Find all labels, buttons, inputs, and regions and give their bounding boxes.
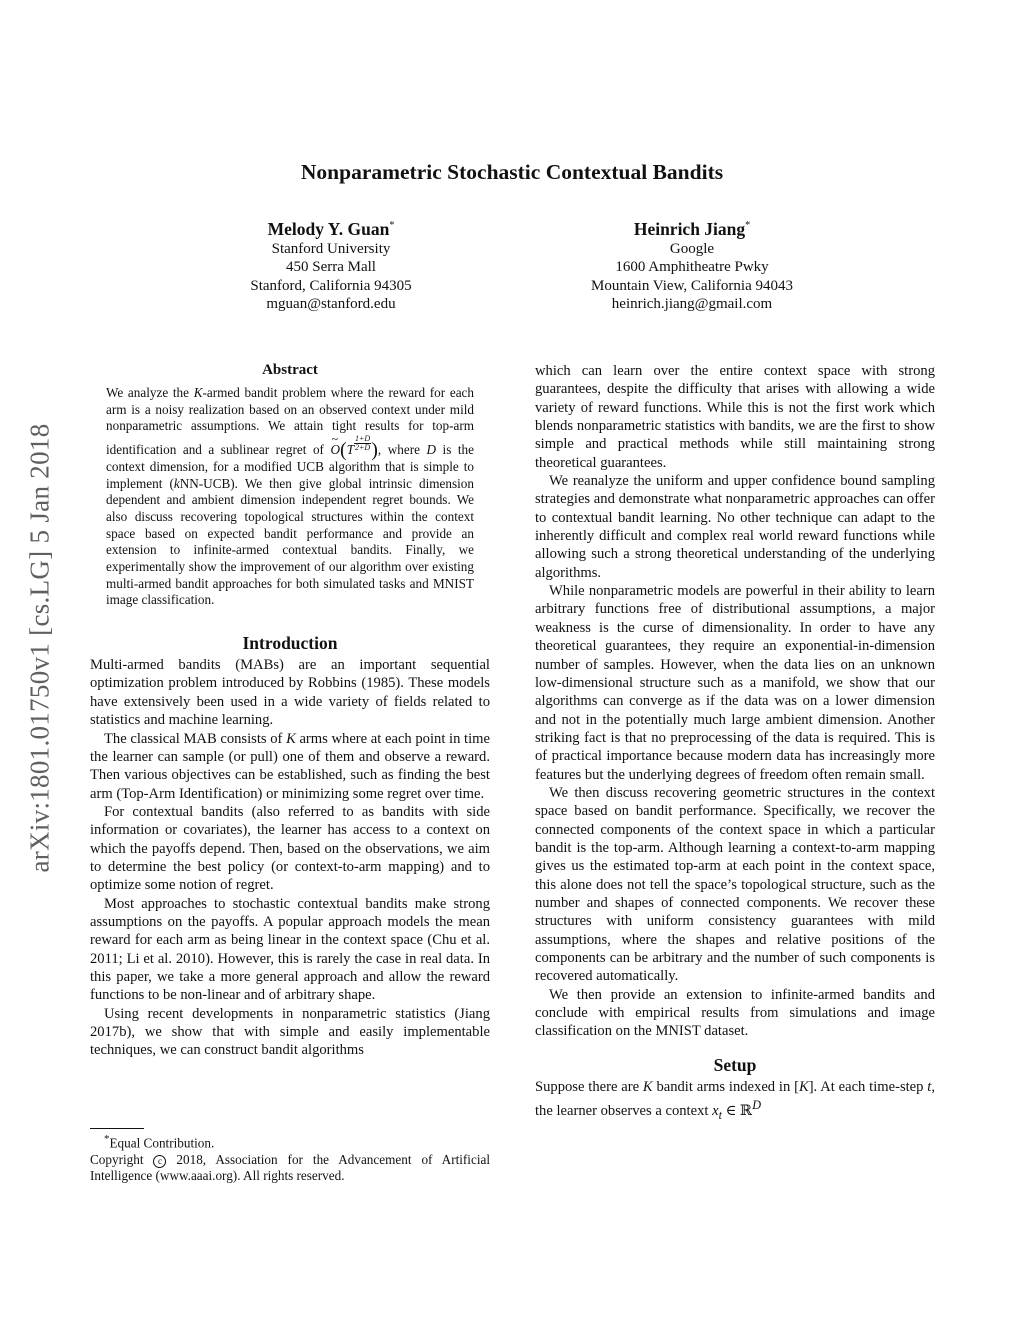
author-city: Stanford, California 94305 xyxy=(250,277,412,294)
author-name: Heinrich Jiang* xyxy=(633,218,751,239)
equal-contribution-note: *Equal Contribution. xyxy=(104,1133,215,1151)
regret-formula: ~ O(T $\frac{1+D}{2+D}$ ) xyxy=(330,442,377,457)
author-street: 450 Serra Mall xyxy=(286,259,376,276)
left-column xyxy=(90,362,490,1060)
author-email: heinrich.jiang@gmail.com xyxy=(611,296,773,313)
author-block-1 xyxy=(151,215,511,314)
introduction-heading: Introduction xyxy=(242,633,338,654)
intro-paragraph: Using recent developments in nonparametric statistics (Jiang 2017b), we show that with simple and easily implementable techniques, we can construct bandit algorithms xyxy=(90,1005,490,1059)
intro-paragraph: We reanalyze the uniform and upper confidence bound sampling strategies and demonstrate what nonparametric approaches can offer to contextual bandit learning. No other technique can adapt to the inherently difficult and complex real world reward functions while allowing such a strong theoretical understanding of the underlying algorithms. xyxy=(535,473,935,581)
intro-paragraph: The classical MAB consists of K arms where at each point in time the learner can sample (or pull) one of them and observe a reward. Then various objectives can be established, such as finding the best arm (Top-Arm Identification) or minimizing some regret over time. xyxy=(90,730,490,802)
author-affiliation: Google xyxy=(669,240,715,257)
intro-paragraph: While nonparametric models are powerful in their ability to learn arbitrary functions free of distributional assumptions, a major weakness is the curse of dimensionality. In order to have any theoretical guarantees, they require an exponential-in-dimension number of samples. However, when the data lies on an unknown low-dimensional structure such as a manifold, we show that our algorithms can converge as if the data was on a lower dimension and not in the potentially much large ambient dimension. Another striking fact is that no preprocessing of the data is required. This is of practical importance because modern data has increasingly more features but the underlying degrees of freedom often remain small. xyxy=(535,583,935,783)
arxiv-identifier: arXiv:1801.01750v1 [cs.LG] 5 Jan 2018 xyxy=(24,423,55,873)
intro-paragraph: Multi-armed bandits (MABs) are an important sequential optimization problem introduced by Robbins (1985). These models have extensively been used in a wide variety of fields related to statistics and machine learning. xyxy=(90,657,490,729)
abstract-section xyxy=(90,362,490,609)
author-city: Mountain View, California 94043 xyxy=(591,277,793,294)
author-name: Melody Y. Guan* xyxy=(267,218,395,239)
intro-paragraph: For contextual bandits (also referred to as bandits with side information or covariates), the learner has access to a context on which the payoffs depend. Then, based on the observations, we aim to determine the best policy (or context-to-arm mapping) and to optimize some notion of regret. xyxy=(90,803,490,894)
author-affiliation: Stanford University xyxy=(271,240,391,257)
copyright-icon: c xyxy=(153,1155,166,1168)
intro-paragraph: We then provide an extension to infinite-armed bandits and conclude with empirical results from simulations and image classification on the MNIST dataset. xyxy=(535,986,935,1040)
paper-title: Nonparametric Stochastic Contextual Bandits xyxy=(300,160,724,184)
right-column xyxy=(535,362,935,1124)
intro-paragraph: which can learn over the entire context space with strong guarantees, despite the difficulty that arises with allowing a wide variety of reward functions. While this is not the first work which blends nonparametric statistics with bandits, we are the first to show simple and practical methods while still maintaining strong theoretical guarantees. xyxy=(535,363,935,471)
copyright-notice: Copyright c 2018, Association for the Advancement of Artificial Intelligence (www.aaai.org). All rights reserved. xyxy=(90,1151,490,1183)
author-block-2 xyxy=(512,215,872,314)
intro-paragraph: Most approaches to stochastic contextual bandits make strong assumptions on the payoffs. A popular approach models the mean reward for each arm as being linear in the context space (Chu et al. 2011; Li et al. 2010). However, this is rarely the case in real data. In this paper, we take a more general approach and allow the reward functions to be non-linear and of arbitrary shape. xyxy=(90,895,490,1004)
abstract-heading: Abstract xyxy=(262,362,318,378)
author-street: 1600 Amphitheatre Pwky xyxy=(615,259,769,276)
author-footnote-mark: * xyxy=(745,220,751,231)
footnote-divider xyxy=(90,1128,144,1129)
author-footnote-mark: * xyxy=(389,220,395,231)
author-email: mguan@stanford.edu xyxy=(266,296,396,313)
setup-paragraph: Suppose there are K bandit arms indexed in [K]. At each time-step t, the learner observes a context $x_t$ ∈ ℝ$^D$ xyxy=(535,1078,935,1122)
abstract-text: We analyze the K-armed bandit problem where the reward for each arm is a noisy realization based on an observed context under mild nonparametric assumptions. We attain tight results for top-arm identification and a sublinear regret of ~ O(T $\frac{1+D}{2+D}$ ), where D is the context dimension, for a modified UCB algorithm that is simple to implement (kNN-UCB). We then give global intrinsic dimension dependent and ambient dimension independent regret bounds. We also discuss recovering topological structures within the context space based on expected bandit performance and provide an extension to infinite-armed contextual bandits. Finally, we experimentally show the improvement of our algorithm over existing multi-armed bandit approaches for both simulated tasks and MNIST image classification. xyxy=(106,385,474,609)
footnotes xyxy=(90,1128,490,1184)
setup-heading: Setup xyxy=(713,1054,757,1075)
intro-paragraph: We then discuss recovering geometric structures in the context space based on bandit performance. Specifically, we recover the connected components of the context space in which a particular bandit is the top-arm. Although learning a context-to-arm mapping gives us the estimated top-arm at each point in the context space, this alone does not tell the space’s topological structure, such as the number and shapes of connected components. We recover these structures with uniform consistency guarantees with mild assumptions, where the shapes and relative positions of the components can be arbitrary and the number of such components is recovered automatically. xyxy=(535,784,935,985)
